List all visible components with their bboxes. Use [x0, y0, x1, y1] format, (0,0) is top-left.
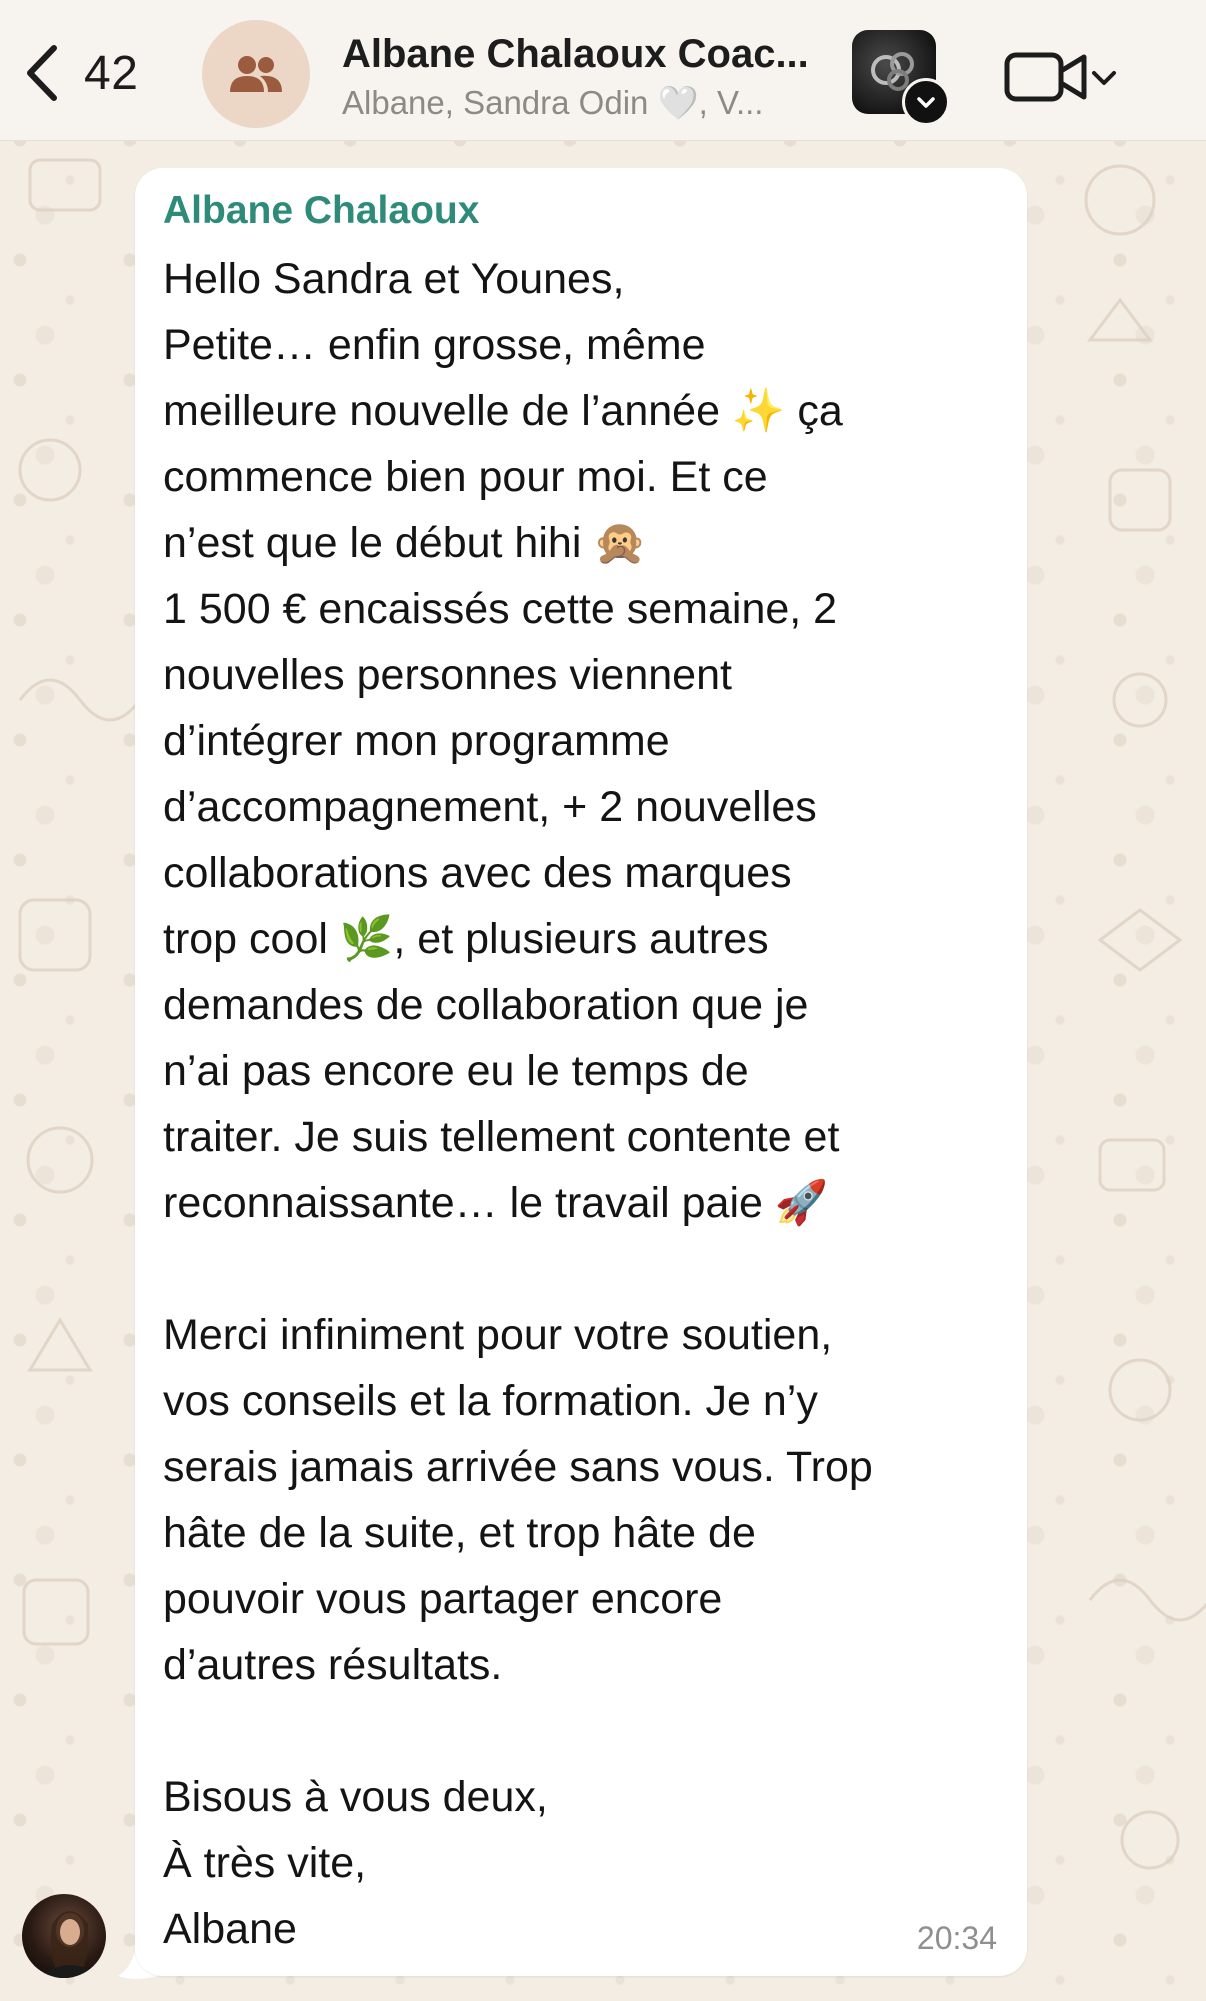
sender-avatar-image [22, 1894, 106, 1978]
message-line: meilleure nouvelle de l’année ✨ ça [163, 387, 843, 435]
message-blank-line [163, 1236, 1013, 1302]
message-line: vos conseils et la formation. Je n’y [163, 1377, 818, 1425]
message-line: Albane [163, 1905, 297, 1953]
message-line: n’ai pas encore eu le temps de [163, 1047, 749, 1095]
message-line: Bisous à vous deux, [163, 1773, 548, 1821]
message-line: d’accompagnement, + 2 nouvelles [163, 783, 817, 831]
message-line: trop cool 🌿, et plusieurs autres [163, 915, 769, 963]
chat-title: Albane Chalaoux Coac... [342, 32, 809, 76]
message-line: d’intégrer mon programme [163, 717, 670, 765]
message-line: commence bien pour moi. Et ce [163, 453, 768, 501]
message-line: hâte de la suite, et trop hâte de [163, 1509, 756, 1557]
message-line: pouvoir vous partager encore [163, 1575, 723, 1623]
message-line: collaborations avec des marques [163, 849, 792, 897]
back-button[interactable] [18, 38, 168, 108]
group-icon [226, 54, 286, 94]
message-line: nouvelles personnes viennent [163, 651, 732, 699]
check-circle-icon [902, 78, 950, 126]
white-heart-emoji: 🤍 [657, 84, 699, 121]
message-line: n’est que le début hihi 🙊 [163, 519, 647, 567]
chevron-down-icon [1088, 65, 1120, 89]
message-text [163, 246, 1013, 1962]
message-bubble[interactable] [135, 168, 1027, 1976]
group-photo[interactable] [852, 30, 936, 114]
message-line: d’autres résultats. [163, 1641, 503, 1689]
unread-count: 42 [84, 46, 139, 100]
message-line: Hello Sandra et Younes, [163, 255, 625, 303]
subtitle-members: Albane, Sandra Odin [342, 84, 658, 121]
message-line: Petite… enfin grosse, même [163, 321, 706, 369]
message-blank-line [163, 1698, 1013, 1764]
message-line: reconnaissante… le travail paie 🚀 [163, 1179, 829, 1227]
message-line: 1 500 € encaissés cette semaine, 2 [163, 585, 838, 633]
chat-title-block[interactable] [342, 26, 842, 126]
group-avatar[interactable] [202, 20, 310, 128]
message-line: Merci infiniment pour votre soutien, [163, 1311, 833, 1359]
chat-subtitle [342, 80, 842, 126]
sender-name[interactable]: Albane Chalaoux [163, 189, 480, 232]
sender-avatar[interactable] [22, 1894, 106, 1978]
video-camera-icon [1004, 49, 1088, 105]
chevron-left-icon [18, 38, 64, 108]
message-line: traiter. Je suis tellement contente et [163, 1113, 840, 1161]
subtitle-more: , V... [698, 84, 764, 121]
message-line: serais jamais arrivée sans vous. Trop [163, 1443, 873, 1491]
message-time: 20:34 [916, 1920, 997, 1956]
video-call-button[interactable] [1004, 44, 1134, 110]
message-line: demandes de collaboration que je [163, 981, 809, 1029]
chat-header [0, 0, 1206, 141]
message-line: À très vite, [163, 1839, 367, 1887]
